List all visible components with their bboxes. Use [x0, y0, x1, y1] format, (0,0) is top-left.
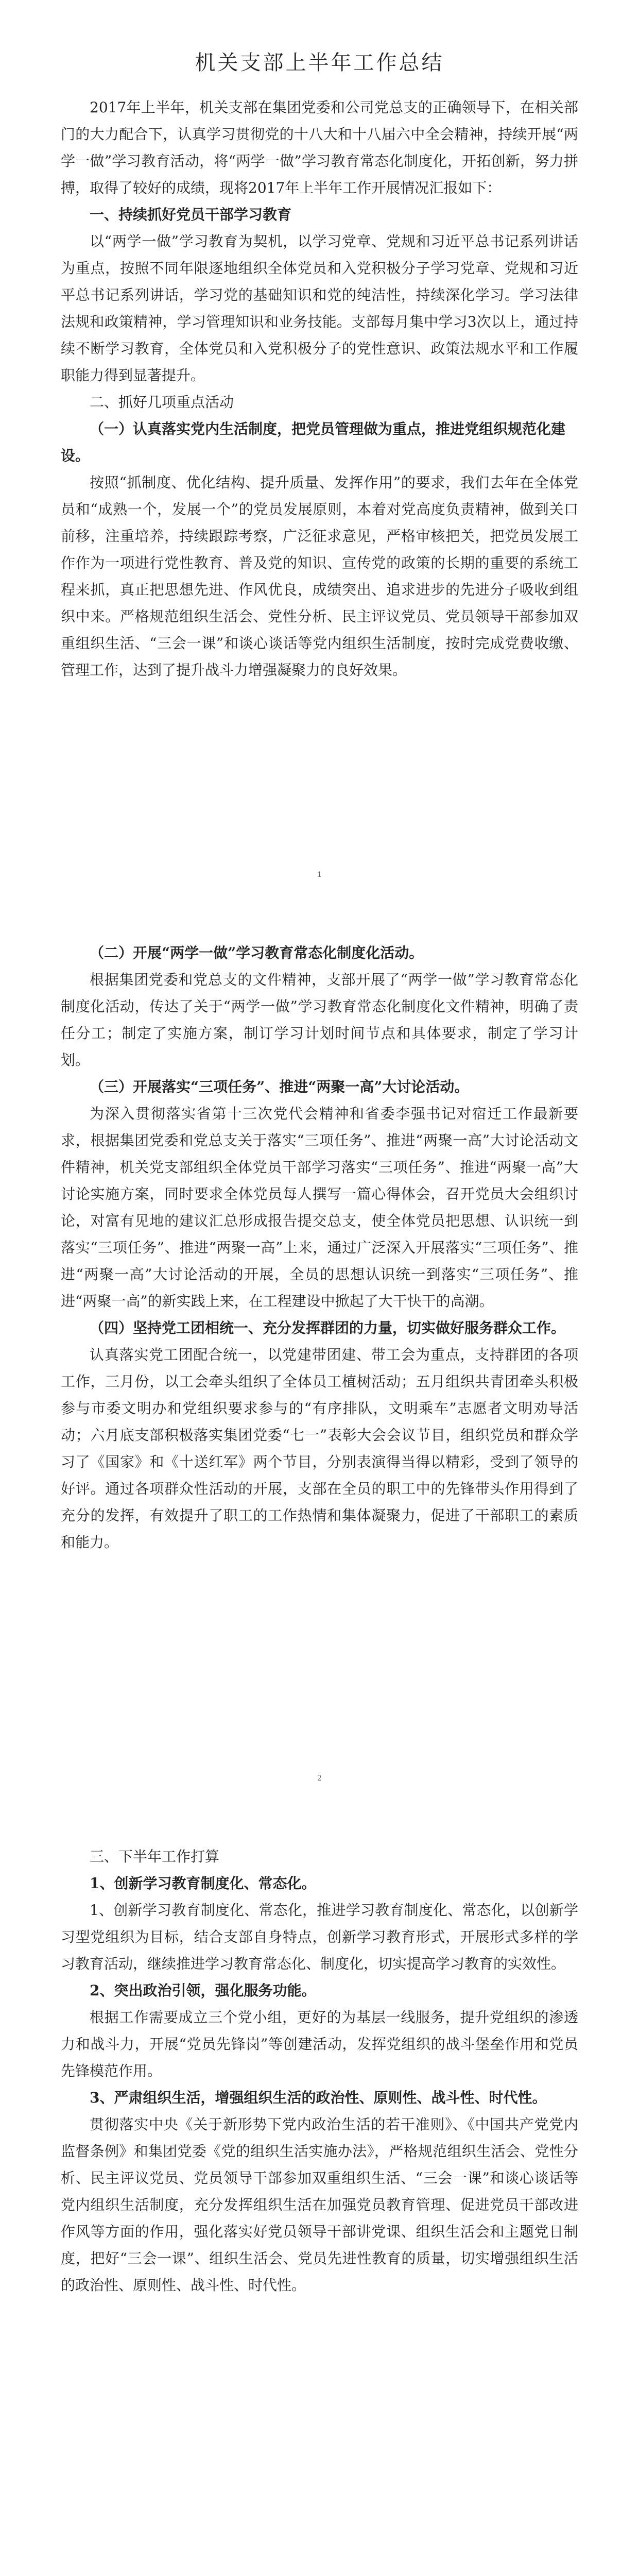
- page-1-content: [61, 46, 578, 684]
- section-3-3-text: 贯彻落实中央《关于新形势下党内政治生活的若干准则》、《中国共产党党内监督条例》和集团党委《党的组织生活实施办法》，严格规范组织生活会、党性分析、民主评议党员、党员领导干部参加双重组织生活、“三会一课”和谈心谈话等党内组织生活制度，充分发挥组织生活在加强党员教育管理、促进党员干部改进作风等方面的作用，强化落实好党员领导干部讲党课、组织生活会和主题党日制度，把好“三会一课”、组织生活会、党员先进性教育的质量，切实增强组织生活的政治性、原则性、战斗性、时代性。: [61, 2116, 578, 2294]
- section-1-text: 以“两学一做”学习教育为契机，以学习党章、党规和习近平总书记系列讲话为重点，按照不同年限逐地组织全体党员和入党积极分子学习党章、党规和习近平总书记系列讲话，学习党的基础知识和党的纯洁性，持续深化学习。学习法律法规和政策精神，学习管理知识和业务技能。支部每月集中学习3次以上，通过持续不断学习教育，全体党员和入党积极分子的党性意识、政策法规水平和工作履职能力得到显著提升。: [61, 233, 578, 384]
- section-1-heading: 一、持续抓好党员干部学习教育: [90, 206, 292, 223]
- section-2-1-text: 按照“抓制度、优化结构、提升质量、发挥作用”的要求，我们去年在全体党员和“成熟一个，发展一个”的党员发展原则，本着对党高度负责精神，做到关口前移，注重培养，持续跟踪考察，广泛征求意见，严格审核把关，把党员发展工作作为一项进行党性教育、普及党的知识、宣传党的政策的长期的重要的系统工程来抓，真正把思想先进、作风优良，成绩突出、追求进步的先进分子吸收到组织中来。严格规范组织生活会、党性分析、民主评议党员、党员领导干部参加双重组织生活、“三会一课”和谈心谈话等党内组织生活制度，按时完成党费收缴、管理工作，达到了提升战斗力增强凝聚力的良好效果。: [61, 474, 578, 679]
- section-3-heading: 三、下半年工作打算: [90, 1848, 220, 1865]
- section-2-4-text: 认真落实党工团配合统一，以党建带团建、带工会为重点，支持群团的各项工作，三月份，以工会牵头组织了全体员工植树活动；五月组织共青团牵头积极参与市委文明办和党组织要求参与的“有序排队，文明乘车”志愿者文明劝导活动；六月底支部积极落实集团党委“七一”表彰大会会议节目，组织党员和群众学习了《国家》和《十送红军》两个节目，分别表演得当得以精彩，受到了领导的好评。通过各项群众性活动的开展，支部在全员的职工中的先锋带头作用得到了充分的发挥，有效提升了职工的工作热情和集体凝聚力，促进了干部职工的素质和能力。: [61, 1346, 578, 1551]
- section-2-3-text: 为深入贯彻落实省第十三次党代会精神和省委李强书记对宿迁工作最新要求，根据集团党委和党总支关于落实“三项任务”、推进“两聚一高”大讨论活动文件精神，机关党支部组织全体党员干部学习落实“三项任务”、推进“两聚一高”大讨论实施方案，同时要求全体党员每人撰写一篇心得体会，召开党员大会组织讨论，对富有见地的建议汇总形成报告提交总支，使全体党员把思想、认识统一到落实“三项任务”、推进“两聚一高”上来，通过广泛深入开展落实“三项任务”、推进“两聚一高”大讨论活动的开展，全员的思想认识统一到落实“三项任务”、推进“两聚一高”的新实践上来，在工程建设中掀起了大干快干的高潮。: [61, 1105, 578, 1310]
- page-1: [0, 0, 639, 904]
- section-2-heading: 二、抓好几项重点活动: [90, 394, 234, 411]
- page-3: [0, 1807, 639, 2576]
- section-3-1-text: 1、创新学习教育制度化、常态化，推进学习教育制度化、常态化，以创新学习型党组织为目标，结合支部自身特点，创新学习教育形式，开展形式多样的学习教育活动，继续推进学习教育常态化、制度化，切实提高学习教育的实效性。: [61, 1902, 578, 1972]
- page-2-content: [61, 940, 578, 1556]
- section-2-3-title: （三）开展落实“三项任务”、推进“两聚一高”大讨论活动。: [90, 1078, 469, 1095]
- page-3-content: [61, 1843, 578, 2299]
- section-3-3-title: 3、严肃组织生活，增强组织生活的政治性、原则性、战斗性、时代性。: [90, 2089, 547, 2106]
- section-3-1-title: 1、创新学习教育制度化、常态化。: [90, 1875, 316, 1892]
- section-2-2-title: （二）开展“两学一做”学习教育常态化制度化活动。: [90, 944, 424, 961]
- section-2-2-text: 根据集团党委和党总支的文件精神，支部开展了“两学一做”学习教育常态化制度化活动，传达了关于“两学一做”学习教育常态化制度化文件精神，明确了责任分工；制定了实施方案，制订学习计划时间节点和具体要求，制定了学习计划。: [61, 971, 578, 1069]
- page-2: [0, 904, 639, 1807]
- page-number-2: 2: [317, 1774, 322, 1783]
- section-2-1-title: （一）认真落实党内生活制度，把党员管理做为重点，推进党组织规范化建设。: [61, 420, 566, 464]
- intro-paragraph: 2017年上半年，机关支部在集团党委和公司党总支的正确领导下，在相关部门的大力配合下，认真学习贯彻党的十八大和十八届六中全会精神，持续开展“两学一做”学习教育活动，将“两学一做”学习教育常态化制度化，开拓创新，努力拼搏，取得了较好的成绩，现将2017年上半年工作开展情况汇报如下：: [61, 99, 578, 196]
- page-number-1: 1: [317, 871, 322, 879]
- section-2-4-title: （四）坚持党工团相统一、充分发挥群团的力量，切实做好服务群众工作。: [90, 1319, 566, 1336]
- section-3-2-text: 根据工作需要成立三个党小组，更好的为基层一线服务，提升党组织的渗透力和战斗力，开展“党员先锋岗”等创建活动，发挥党组织的战斗堡垒作用和党员先锋模范作用。: [61, 2009, 578, 2079]
- document-title: 机关支部上半年工作总结: [195, 51, 444, 75]
- section-3-2-title: 2、突出政治引领，强化服务功能。: [90, 1982, 316, 1999]
